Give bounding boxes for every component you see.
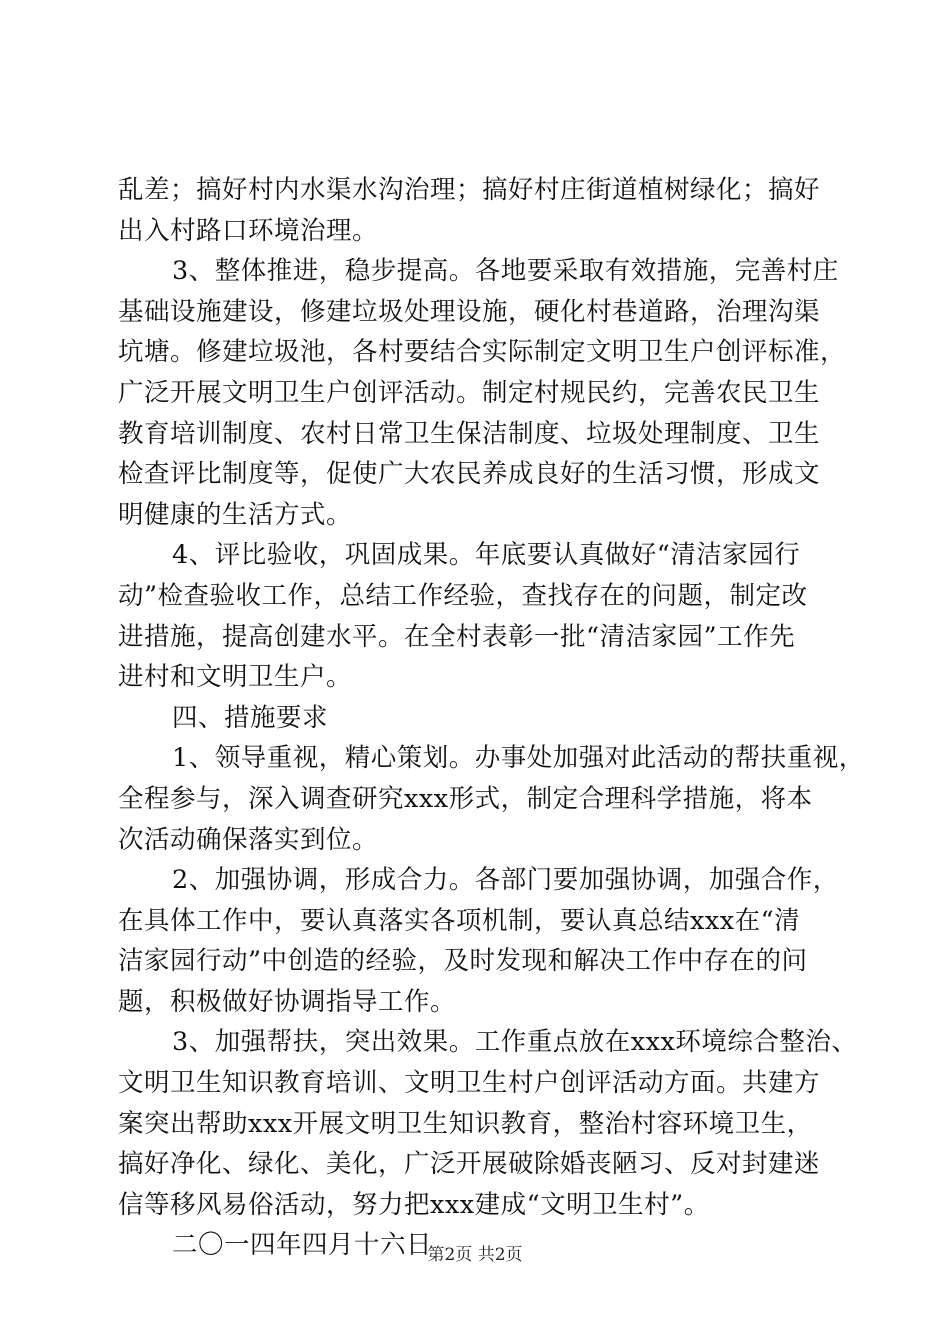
document-body (118, 170, 865, 1266)
text-line: 题，积极做好协调指导工作。 (118, 986, 457, 1017)
text-line: 案突出帮助xxx开展文明卫生知识教育，整治村容环境卫生， (118, 1108, 813, 1139)
text-line: 广泛开展文明卫生户创评活动。制定村规民约，完善农民卫生 (118, 377, 821, 408)
text-line: 坑塘。修建垃圾池，各村要结合实际制定文明卫生户创评标准， (118, 337, 847, 368)
text-line: 基础设施建设，修建垃圾处理设施，硬化村巷道路，治理沟渠 (118, 296, 821, 327)
text-line: 检查评比制度等，促使广大农民养成良好的生活习惯，形成文 (118, 459, 821, 490)
text-line: 乱差；搞好村内水渠水沟治理；搞好村庄街道植树绿化；搞好 (118, 175, 821, 205)
text-line: 进措施，提高创建水平。在全村表彰一批“清洁家园”工作先 (118, 621, 796, 652)
text-line: 出入村路口环境治理。 (118, 215, 379, 246)
text-line: 搞好净化、绿化、美化，广泛开展破除婚丧陋习、反对封建迷 (118, 1149, 821, 1180)
text-line: 洁家园行动”中创造的经验，及时发现和解决工作中存在的问 (118, 946, 808, 977)
document-date: 二〇一四年四月十六日 (172, 1230, 433, 1261)
text-line: 次活动确保落实到位。 (118, 824, 379, 855)
text-line: 全程参与，深入调查研究xxx形式，制定合理科学措施，将本 (118, 783, 813, 814)
text-line: 明健康的生活方式。 (118, 499, 353, 530)
text-line: 在具体工作中，要认真落实各项机制，要认真总结xxx在“清 (118, 905, 801, 936)
text-line: 4、评比验收，巩固成果。年底要认真做好“清洁家园行 (172, 540, 801, 571)
text-line: 信等移风易俗活动，努力把xxx建成“文明卫生村”。 (118, 1189, 710, 1220)
text-line: 1、领导重视，精心策划。办事处加强对此活动的帮扶重视， (172, 743, 865, 774)
text-line: 进村和文明卫生户。 (118, 662, 353, 693)
text-line: 3、加强帮扶，突出效果。工作重点放在xxx环境综合整治、 (172, 1027, 858, 1058)
text-line: 文明卫生知识教育培训、文明卫生村户创评活动方面。共建方 (118, 1068, 821, 1099)
page-number-footer: 第2页 共2页 (427, 1245, 523, 1265)
section-heading: 四、措施要求 (172, 702, 329, 733)
text-line: 动”检查验收工作，总结工作经验，查找存在的问题，制定改 (118, 580, 808, 611)
text-line: 2、加强协调，形成合力。各部门要加强协调，加强合作， (172, 865, 839, 896)
text-line: 3、整体推进，稳步提高。各地要采取有效措施，完善村庄 (172, 256, 839, 287)
text-line: 教育培训制度、农村日常卫生保洁制度、垃圾处理制度、卫生 (118, 418, 821, 449)
